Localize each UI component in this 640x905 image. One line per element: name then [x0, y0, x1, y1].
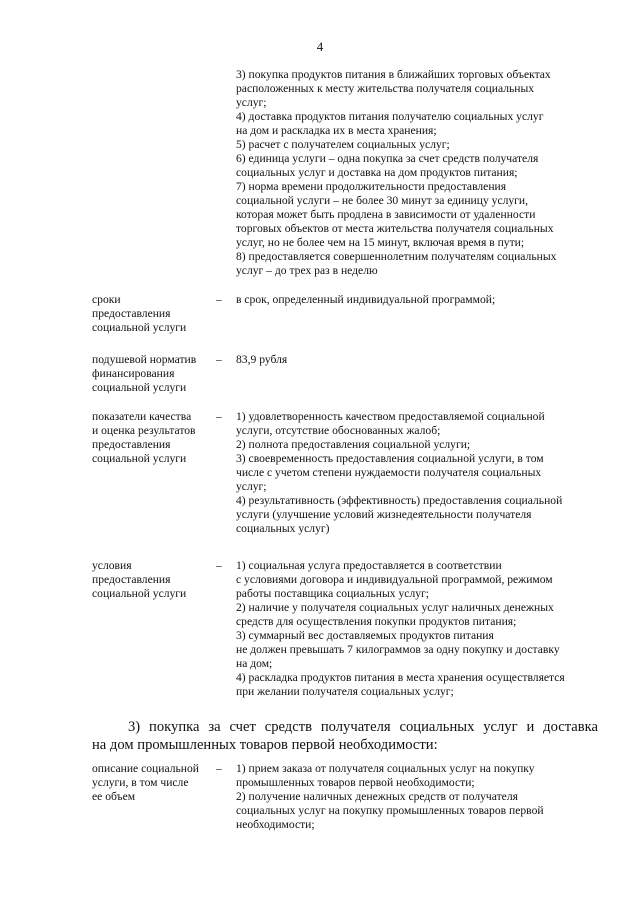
row-label: сроки предоставления социальной услуги	[92, 293, 187, 334]
text-line: 7) норма времени продолжительности предоставления	[236, 180, 507, 193]
text-line: 4) доставка продуктов питания получателю социальных услуг	[236, 110, 544, 123]
row-dash: –	[216, 559, 222, 572]
row-value: 1) прием заказа от получателя социальных услуг на покупку промышленных товаров первой необходимости; 2) получение наличных денежных средств от получателя социальных услуг на покупку промышленных товаров первой необходимости;	[236, 762, 544, 831]
text-line: которая может быть продлена в зависимости от удаленности	[236, 208, 536, 221]
section-heading: 3) покупка за счет средств получателя социальных услуг и доставка на дом промышленных товаров первой необходимости:	[92, 719, 598, 753]
text-line: 5) расчет с получателем социальных услуг;	[236, 138, 450, 151]
row-value: 1) удовлетворенность качеством предоставляемой социальной услуги, отсутствие обоснованных жалоб; 2) полнота предоставления социальной услуги; 3) своевременность предоставления социальной услуги, в том числе с учетом степени нуждаемости получателя социальных услуг; 4) результативность (эффективность) предоставления социальной услуги (улучшение условий жизнедеятельности получателя социальных услуг)	[236, 410, 563, 535]
text-line: на дом и раскладка их в места хранения;	[236, 124, 437, 137]
row-label: показатели качества и оценка результатов предоставления социальной услуги	[92, 410, 196, 465]
row-value: в срок, определенный индивидуальной программой;	[236, 293, 496, 306]
text-line: расположенных к месту жительства получателя социальных	[236, 82, 535, 95]
page-number: 4	[316, 39, 324, 54]
text-line: социальных услуг и доставка на дом продуктов питания;	[236, 166, 518, 179]
service-content-continuation	[236, 68, 596, 278]
row-label: условия предоставления социальной услуги	[92, 559, 187, 600]
row-dash: –	[216, 762, 222, 775]
row-label: описание социальной услуги, в том числе ее объем	[92, 762, 199, 803]
text-line: социальной услуги – не более 30 минут за единицу услуги,	[236, 194, 529, 207]
text-line: услуг;	[236, 96, 267, 109]
text-line: 3) покупка продуктов питания в ближайших торговых объектах	[236, 68, 551, 81]
row-dash: –	[216, 353, 222, 366]
row-value: 83,9 рубля	[236, 353, 288, 366]
text-line: услуг, но не более чем на 15 минут, включая время в пути;	[236, 236, 525, 249]
text-line: 6) единица услуги – одна покупка за счет средств получателя	[236, 152, 539, 165]
text-line: 8) предоставляется совершеннолетним получателям социальных	[236, 250, 557, 263]
text-line: торговых объектов от места жительства получателя социальных	[236, 222, 554, 235]
row-label: подушевой норматив финансирования социальной услуги	[92, 353, 197, 394]
row-value: 1) социальная услуга предоставляется в соответствии с условиями договора и индивидуальной программой, режимом работы поставщика социальных услуг; 2) наличие у получателя социальных услуг наличных денежных средств для осуществления покупки продуктов питания; 3) суммарный вес доставляемых продуктов питания не должен превышать 7 килограммов за одну покупку и доставку на дом; 4) раскладка продуктов питания в места хранения осуществляется при желании получателя социальных услуг;	[236, 559, 565, 698]
row-dash: –	[216, 293, 222, 306]
row-dash: –	[216, 410, 222, 423]
text-line: услуг – до трех раз в неделю	[236, 264, 378, 277]
